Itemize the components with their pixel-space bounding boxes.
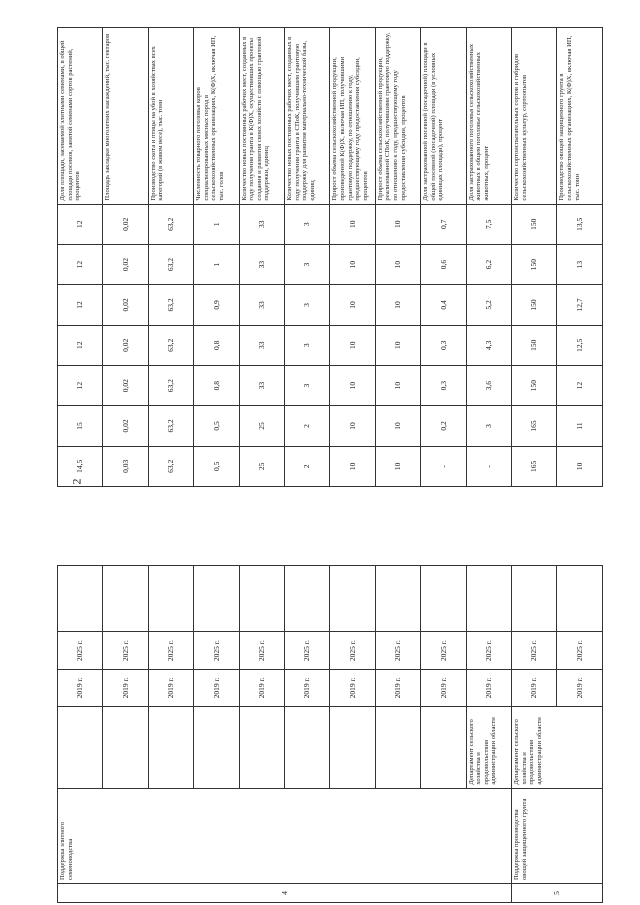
- period-end: 2025 г.: [285, 632, 330, 669]
- indicator-value: 10: [330, 446, 375, 486]
- indicator-value: 165: [512, 446, 557, 486]
- indicator-value: 150: [512, 244, 557, 284]
- indicator-name: Прирост объема сельскохозяйственной продукции, реализованной СПоК, получившими грантовую поддержку, по отношению к году, предшествующему году предоставления субсидии, процентов: [375, 28, 420, 205]
- period-end: 2025 г.: [148, 632, 193, 669]
- indicator-value: 3: [285, 244, 330, 284]
- period-start: 2019 г.: [330, 669, 375, 706]
- indicator-value: 0,8: [194, 365, 239, 405]
- empty-cell: [194, 706, 239, 788]
- indicator-name: Количество сортоиспытательных сортов и гибридов сельскохозяйственных культур, сортоопытов: [512, 28, 557, 205]
- indicator-value: 10: [375, 446, 420, 486]
- blank-cell: [330, 566, 375, 632]
- period-end: 2025 г.: [466, 632, 511, 669]
- period-start: 2019 г.: [148, 669, 193, 706]
- indicator-value: 0,5: [194, 446, 239, 486]
- indicator-name: Производство скота и птицы на убой в хозяйствах всех категорий (в живом весе), тыс. тонн: [148, 28, 193, 205]
- indicator-value: 0,02: [103, 285, 148, 325]
- indicator-name: Площадь закладки многолетних насаждений, тыс. гектаров: [103, 28, 148, 205]
- indicator-value: 0,02: [103, 406, 148, 446]
- indicator-value: 14,5: [58, 446, 103, 486]
- indicator-row: [285, 28, 330, 487]
- indicator-value: 25: [239, 406, 284, 446]
- indicator-value: 13: [557, 244, 602, 284]
- indicator-value: 10: [375, 285, 420, 325]
- indicator-name: Количество новых постоянных рабочих мест, созданных в году получения гранта в К(Ф)Х, осуществивших проекты создания и развития своих хозяйств с помощью грантовой поддержки, единиц: [239, 28, 284, 205]
- indicator-value: 10: [375, 204, 420, 244]
- indicator-value: -: [421, 446, 466, 486]
- indicator-value: 0,4: [421, 285, 466, 325]
- period-row: [58, 566, 103, 903]
- indicator-name: Прирост объема сельскохозяйственной продукции, произведенной К(Ф)Х, включая ИП, получившими грантовую поддержку, по отношению к году, предшествующему году предоставления субсидии, процентов: [330, 28, 375, 205]
- indicator-value: 0,3: [421, 365, 466, 405]
- period-end: 2025 г.: [58, 632, 103, 669]
- indicator-value: 10: [330, 244, 375, 284]
- indicator-value: 0,3: [421, 325, 466, 365]
- indicator-name: Численность товарного поголовья коров специализированных мясных пород в сельскохозяйственных организациях, К(Ф)Х, включая ИП, тыс. голов: [194, 28, 239, 205]
- indicator-value: 1: [194, 244, 239, 284]
- indicators-table: [57, 27, 603, 487]
- indicator-value: 3: [285, 285, 330, 325]
- empty-cell: [421, 706, 466, 788]
- indicator-row: [512, 28, 557, 487]
- indicator-value: 12: [58, 244, 103, 284]
- measure-number: 4: [58, 884, 512, 903]
- indicator-row: [557, 28, 602, 487]
- indicator-value: 0,03: [103, 446, 148, 486]
- period-start: 2019 г.: [103, 669, 148, 706]
- indicator-value: 10: [330, 204, 375, 244]
- indicator-value: 33: [239, 365, 284, 405]
- measure-name: Поддержка производства овощей защищенного грунта: [512, 788, 603, 883]
- indicators-table-wrap: [57, 27, 602, 487]
- page-number: 2: [69, 478, 84, 485]
- indicator-value: 10: [375, 244, 420, 284]
- indicator-value: 0,8: [194, 325, 239, 365]
- indicator-value: 0,7: [421, 204, 466, 244]
- indicator-value: 63,2: [148, 285, 193, 325]
- indicator-row: [330, 28, 375, 487]
- indicator-value: 10: [375, 325, 420, 365]
- indicator-value: 33: [239, 204, 284, 244]
- period-end: 2025 г.: [512, 632, 557, 669]
- indicator-row: [103, 28, 148, 487]
- indicator-value: 63,2: [148, 204, 193, 244]
- indicator-value: 4,3: [466, 325, 511, 365]
- indicator-value: 63,2: [148, 325, 193, 365]
- blank-cell: [58, 566, 103, 632]
- indicator-row: [194, 28, 239, 487]
- period-end: 2025 г.: [375, 632, 420, 669]
- indicator-value: 5,2: [466, 285, 511, 325]
- indicator-value: 12,7: [557, 285, 602, 325]
- blank-cell: [148, 566, 193, 632]
- measure-executor: Департамент сельского хозяйства и продовольствия администрации области: [512, 706, 603, 788]
- empty-cell: [58, 706, 103, 788]
- measures-table: [57, 565, 603, 903]
- indicator-value: 0,9: [194, 285, 239, 325]
- period-end: 2025 г.: [421, 632, 466, 669]
- period-start: 2019 г.: [466, 669, 511, 706]
- indicator-row: [239, 28, 284, 487]
- indicator-name: Производство овощей защищенного грунта в сельскохозяйственных организациях, К(Ф)Х, включая ИП, тыс. тонн: [557, 28, 602, 205]
- indicator-name: Доля застрахованного поголовья сельскохозяйственных животных в общем поголовье сельскохозяйственных животных, процент: [466, 28, 511, 205]
- period-row: [512, 566, 557, 903]
- indicator-value: 11: [557, 406, 602, 446]
- period-start: 2019 г.: [58, 669, 103, 706]
- period-start: 2019 г.: [285, 669, 330, 706]
- indicator-name: Количество новых постоянных рабочих мест, созданных в году получения гранта в СПоК, получившем грантовую поддержку для развития материально-технической базы, единиц: [285, 28, 330, 205]
- empty-cell: [239, 706, 284, 788]
- blank-cell: [466, 566, 511, 632]
- indicator-value: 165: [512, 406, 557, 446]
- indicator-row: [466, 28, 511, 487]
- indicator-row: [148, 28, 193, 487]
- empty-cell: [285, 706, 330, 788]
- indicator-value: 0,6: [421, 244, 466, 284]
- indicator-value: 33: [239, 244, 284, 284]
- indicator-value: 150: [512, 365, 557, 405]
- indicator-value: 63,2: [148, 244, 193, 284]
- indicator-value: 0,2: [421, 406, 466, 446]
- period-end: 2025 г.: [194, 632, 239, 669]
- measure-name: Поддержка элитного семеноводства: [58, 788, 512, 883]
- indicator-value: 3: [466, 406, 511, 446]
- indicator-name: Доля застрахованной посевной (посадочной) площади в общей посевной (посадочной) площади (в условных единицах площади), процент: [421, 28, 466, 205]
- period-end: 2025 г.: [103, 632, 148, 669]
- indicator-value: 10: [330, 406, 375, 446]
- blank-cell: [512, 566, 557, 632]
- indicator-value: 25: [239, 446, 284, 486]
- indicator-value: 1: [194, 204, 239, 244]
- indicator-value: 12,5: [557, 325, 602, 365]
- indicator-value: 0,5: [194, 406, 239, 446]
- period-start: 2019 г.: [194, 669, 239, 706]
- period-end: 2025 г.: [557, 632, 602, 669]
- blank-cell: [194, 566, 239, 632]
- indicator-value: 12: [58, 325, 103, 365]
- indicator-value: 150: [512, 204, 557, 244]
- indicator-row: [58, 28, 103, 487]
- indicator-value: 150: [512, 325, 557, 365]
- indicator-value: 63,2: [148, 446, 193, 486]
- indicator-value: 0,02: [103, 365, 148, 405]
- indicator-value: 150: [512, 285, 557, 325]
- period-end: 2025 г.: [239, 632, 284, 669]
- period-end: 2025 г.: [330, 632, 375, 669]
- period-start: 2019 г.: [557, 669, 602, 706]
- blank-cell: [375, 566, 420, 632]
- indicator-value: 10: [375, 406, 420, 446]
- indicator-value: 12: [58, 285, 103, 325]
- empty-cell: [375, 706, 420, 788]
- indicator-value: 3: [285, 325, 330, 365]
- indicator-value: -: [466, 446, 511, 486]
- indicator-value: 33: [239, 285, 284, 325]
- indicator-value: 2: [285, 406, 330, 446]
- period-start: 2019 г.: [421, 669, 466, 706]
- indicator-value: 0,02: [103, 325, 148, 365]
- indicator-value: 10: [557, 446, 602, 486]
- indicator-value: 63,2: [148, 406, 193, 446]
- blank-cell: [557, 566, 602, 632]
- indicator-value: 13,5: [557, 204, 602, 244]
- indicator-value: 33: [239, 325, 284, 365]
- blank-cell: [103, 566, 148, 632]
- blank-cell: [285, 566, 330, 632]
- indicator-value: 10: [330, 325, 375, 365]
- indicator-value: 0,02: [103, 244, 148, 284]
- indicator-value: 3,6: [466, 365, 511, 405]
- empty-cell: [103, 706, 148, 788]
- indicator-value: 63,2: [148, 365, 193, 405]
- indicator-row: [421, 28, 466, 487]
- indicator-value: 15: [58, 406, 103, 446]
- measure-number: 5: [512, 884, 603, 903]
- indicator-name: Доля площади, засеваемой элитными семенами, в общей площади посевов, занятой семенами сортов растений, процентов: [58, 28, 103, 205]
- measures-table-wrap: [57, 565, 602, 905]
- blank-cell: [239, 566, 284, 632]
- indicator-value: 10: [375, 365, 420, 405]
- indicator-value: 6,2: [466, 244, 511, 284]
- indicator-value: 7,5: [466, 204, 511, 244]
- indicator-row: [375, 28, 420, 487]
- indicator-value: 3: [285, 204, 330, 244]
- measure-executor: Департамент сельского хозяйства и продовольствия администрации области: [466, 706, 511, 788]
- indicator-value: 2: [285, 446, 330, 486]
- period-start: 2019 г.: [375, 669, 420, 706]
- empty-cell: [148, 706, 193, 788]
- indicator-value: 12: [557, 365, 602, 405]
- indicator-value: 3: [285, 365, 330, 405]
- period-start: 2019 г.: [239, 669, 284, 706]
- indicator-value: 0,02: [103, 204, 148, 244]
- indicator-value: 12: [58, 365, 103, 405]
- indicator-value: 10: [330, 285, 375, 325]
- indicator-value: 12: [58, 204, 103, 244]
- period-start: 2019 г.: [512, 669, 557, 706]
- blank-cell: [421, 566, 466, 632]
- indicator-value: 10: [330, 365, 375, 405]
- empty-cell: [330, 706, 375, 788]
